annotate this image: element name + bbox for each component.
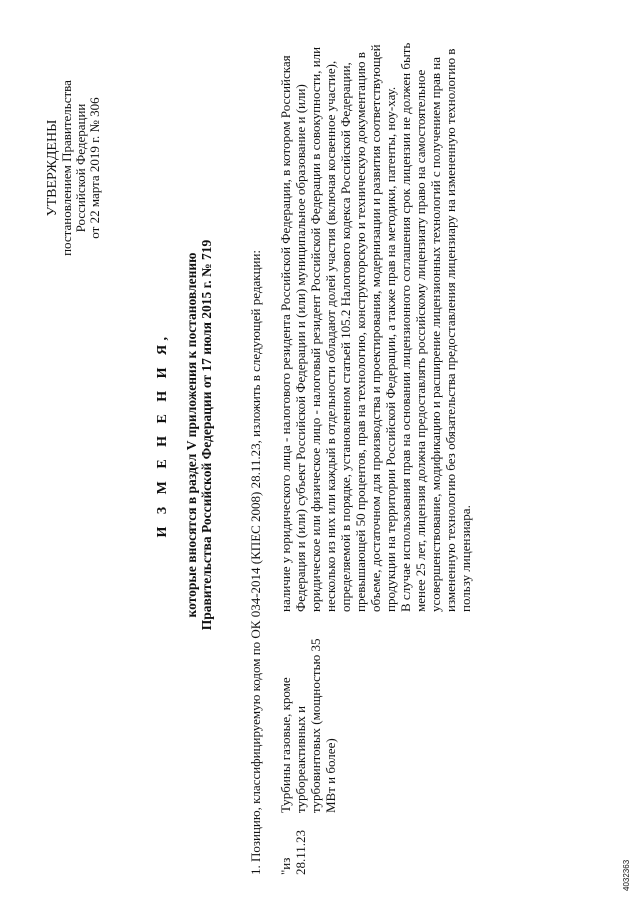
position-code: "из 28.11.23 xyxy=(278,829,308,875)
title-line-1: которые вносятся в раздел V приложения к постановлению xyxy=(184,252,199,618)
approval-block xyxy=(46,53,102,283)
requirement-paragraph-2: В случае использования прав на основании лицензионного соглашения срок лицензии не должен быть менее 25 лет, лицензия должна предоставлять российскому лицензиату право на самостоятельное усовершенствование, модификацию и расширение лицензионных технологий с получением прав на измененную технологию без обязательства предоставления лицензиару на измененную технологию в пользу лицензиара. xyxy=(398,42,473,612)
intro-paragraph: 1. Позицию, классифицируемую кодом по ОК 034-2014 (КПЕС 2008) 28.11.23, изложить в следующей редакции: xyxy=(248,249,263,875)
approval-line-3: от 22 марта 2019 г. № 306 xyxy=(87,97,102,239)
approval-caption: УТВЕРЖДЕНЫ xyxy=(45,119,60,217)
document-title xyxy=(155,125,214,745)
approval-line-1: постановлением Правительства xyxy=(59,80,74,256)
title-line-2: Правительства Российской Федерации от 17 июля 2015 г. № 719 xyxy=(199,239,214,631)
position-name: Турбины газовые, кроме турбореактивных и турбовинтовых (мощностью 35 МВт и более) xyxy=(278,638,338,813)
position-requirements xyxy=(278,22,473,612)
approval-line-2: Российской Федерации xyxy=(73,103,88,233)
requirement-paragraph-1: наличие у юридического лица - налогового резидента Российской Федерации, в котором Российская Федерация и (или) субъект Российской Федерации и (или) муниципальное образование и (или) юридическое или физическое лицо - налоговый резидент Российской Федерации в совокупности, или несколько из них или каждый в отдельности обладают долей участия (включая косвенное участие), определяемой в порядке, установленном статьей 105.2 Налогового кодекса Российской Федерации, превышающей 50 процентов, прав на технологию, конструкторскую и техническую документацию в объеме, достаточном для производства и проектирования, модернизации и развития соответствующей продукции на территории Российской Федерации, а также прав на методики, патенты, ноу-хау. xyxy=(278,44,398,612)
title-main: И З М Е Н Е Н И Я, xyxy=(155,332,170,538)
document-number: 4032363 xyxy=(622,859,631,891)
